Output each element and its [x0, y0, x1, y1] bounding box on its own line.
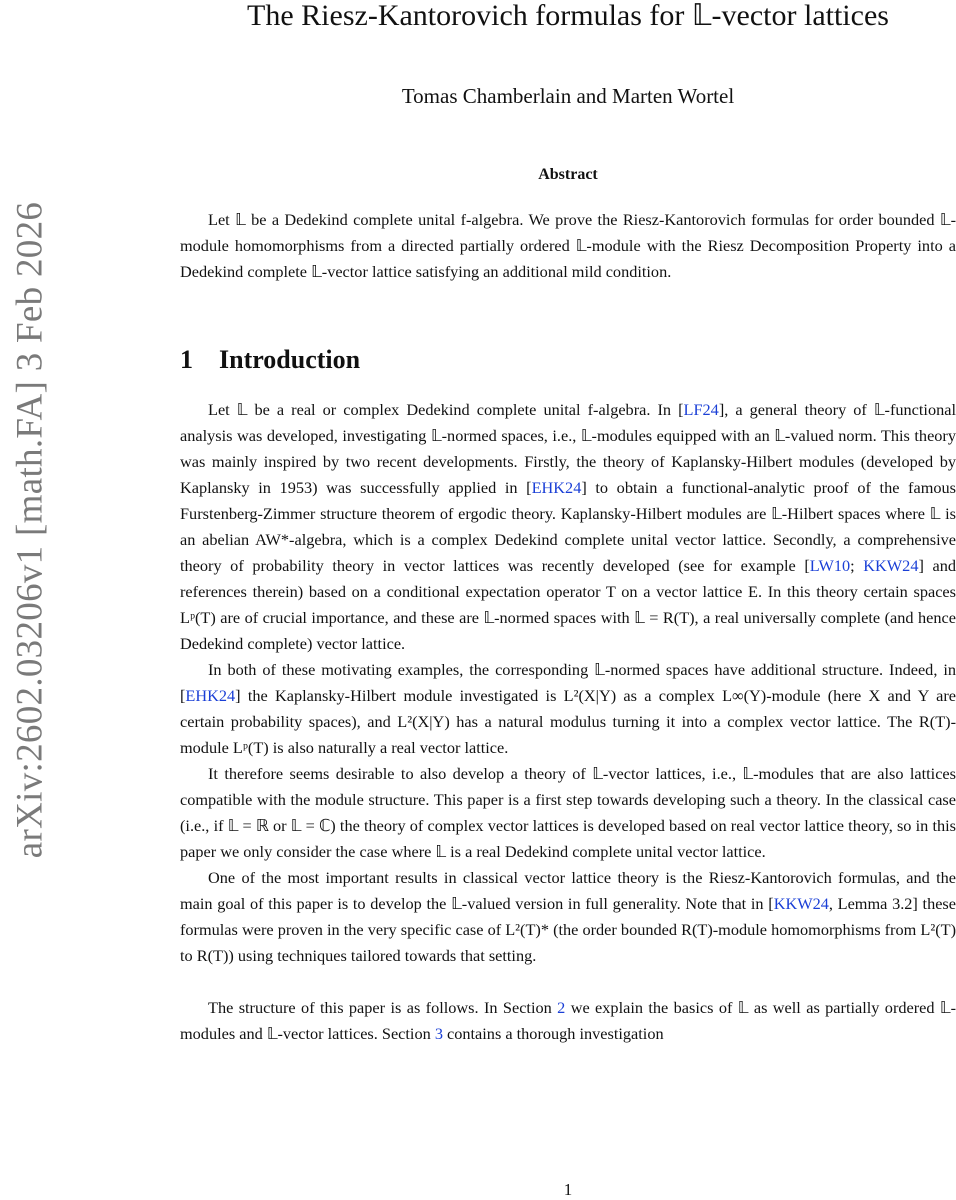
citation-link[interactable]: LF24 [683, 400, 719, 419]
section-ref-link[interactable]: 3 [434, 1024, 443, 1043]
citation-link[interactable]: EHK24 [185, 686, 236, 705]
citation-link[interactable]: KKW24 [773, 894, 829, 913]
abstract-text: Let 𝕃 be a Dedekind complete unital f-algebra. We prove the Riesz-Kantorovich formulas for order bounded 𝕃-module homomorphisms from a directed partially ordered 𝕃-module with the Riesz Decomposition Property into a Dedekind complete 𝕃-vector lattice satisfying an additional mild condition. [180, 210, 956, 281]
citation-link[interactable]: EHK24 [531, 478, 582, 497]
abstract-heading: Abstract [538, 166, 598, 183]
section-number: 1 [180, 345, 193, 374]
arxiv-side-stamp [4, 170, 56, 890]
section-title: Introduction [219, 345, 361, 374]
arxiv-id: arXiv:2602.03206v1 [math.FA] 3 Feb 2026 [9, 201, 51, 859]
citation-link[interactable]: LW10 [809, 556, 851, 575]
paragraph-2: In both of these motivating examples, the corresponding 𝕃-normed spaces have additional structure. Indeed, in [EHK24] the Kaplansky-Hilbert module investigated is L²(X|Y) as a complex L∞(Y)-module (here X and Y are certain probability spaces), and L²(X|Y) has a natural modulus turning it into a complex vector lattice. The R(T)-module Lᵖ(T) is also naturally a real vector lattice. [180, 660, 956, 757]
section-body [180, 397, 956, 1047]
paragraph-3: It therefore seems desirable to also develop a theory of 𝕃-vector lattices, i.e., 𝕃-modules that are also lattices compatible with the module structure. This paper is a first step towards developing such a theory. In the classical case (i.e., if 𝕃 = ℝ or 𝕃 = ℂ) the theory of complex vector lattices is developed based on real vector lattice theory, so in this paper we only consider the case where 𝕃 is a real Dedekind complete unital vector lattice. [180, 764, 956, 861]
citation-link[interactable]: KKW24 [863, 556, 919, 575]
page-number: 1 [563, 1180, 573, 1199]
authors: Tomas Chamberlain and Marten Wortel [401, 84, 735, 108]
section-ref-link[interactable]: 2 [557, 998, 566, 1017]
paragraph-1: Let 𝕃 be a real or complex Dedekind complete unital f-algebra. In [LF24], a general theory of 𝕃-functional analysis was developed, investigating 𝕃-normed spaces, i.e., 𝕃-modules equipped with an 𝕃-valued norm. This theory was mainly inspired by two recent developments. Firstly, the theory of Kaplansky-Hilbert modules (developed by Kaplansky in 1953) was successfully applied in [EHK24] to obtain a functional-analytic proof of the famous Furstenberg-Zimmer structure theorem of ergodic theory. Kaplansky-Hilbert modules are 𝕃-Hilbert spaces where 𝕃 is an abelian AW*-algebra, which is a complex Dedekind complete unital vector lattice. Secondly, a comprehensive theory of probability theory in vector lattices was recently developed (see for example [LW10; KKW24] and references therein) based on a conditional expectation operator T on a vector lattice E. In this theory certain spaces Lᵖ(T) are of crucial importance, and these are 𝕃-normed spaces with 𝕃 = R(T), a real universally complete (and hence Dedekind complete) vector lattice. [180, 400, 956, 653]
paragraph-4: One of the most important results in classical vector lattice theory is the Riesz-Kantorovich formulas, and the main goal of this paper is to develop the 𝕃-valued version in full generality. Note that in [KKW24, Lemma 3.2] these formulas were proven in the very specific case of L²(T)* (the order bounded R(T)-module homomorphisms from L²(T) to R(T)) using techniques tailored towards that setting. [180, 868, 956, 965]
paragraph-5: The structure of this paper is as follows. In Section 2 we explain the basics of 𝕃 as well as partially ordered 𝕃-modules and 𝕃-vector lattices. Section 3 contains a thorough investigation [180, 998, 956, 1043]
paper-title: The Riesz-Kantorovich formulas for 𝕃-vector lattices [247, 0, 889, 32]
section-heading [180, 345, 360, 375]
